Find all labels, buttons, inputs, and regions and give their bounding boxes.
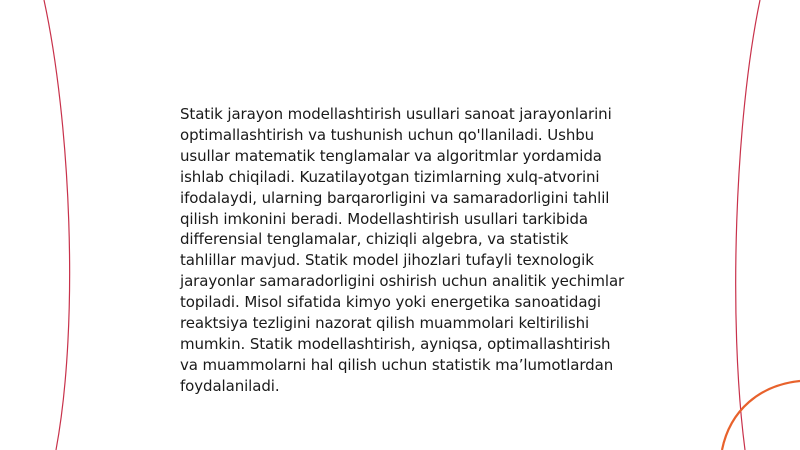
right-thin-arc — [736, 0, 760, 450]
left-thin-arc — [44, 0, 70, 450]
right-accent-arc — [722, 381, 800, 450]
body-paragraph: Statik jarayon modellashtirish usullari sanoat jarayonlarini optimallashtirish va tushunish uchun qo'llaniladi. Ushbu usullar matematik tenglamalar va algoritmlar yordamida ishlab chiqiladi. Kuzatilayotgan tizimlarning xulq-atvorini ifodalaydi, ularning barqarorligini va samaradorligini tahlil qilish imkonini beradi. Modellashtirish usullari tarkibida differensial tenglamalar, chiziqli algebra, va statistik tahlillar mavjud. Statik model jihozlari tufayli texnologik jarayonlar samaradorligini oshirish uchun analitik yechimlar topiladi. Misol sifatida kimyo yoki energetika sanoatidagi reaktsiya tezligini nazorat qilish muammolari keltirilishi mumkin. Statik modellashtirish, ayniqsa, optimallashtirish va muammolarni hal qilish uchun statistik ma’lumotlardan foydalaniladi. — [180, 105, 625, 395]
